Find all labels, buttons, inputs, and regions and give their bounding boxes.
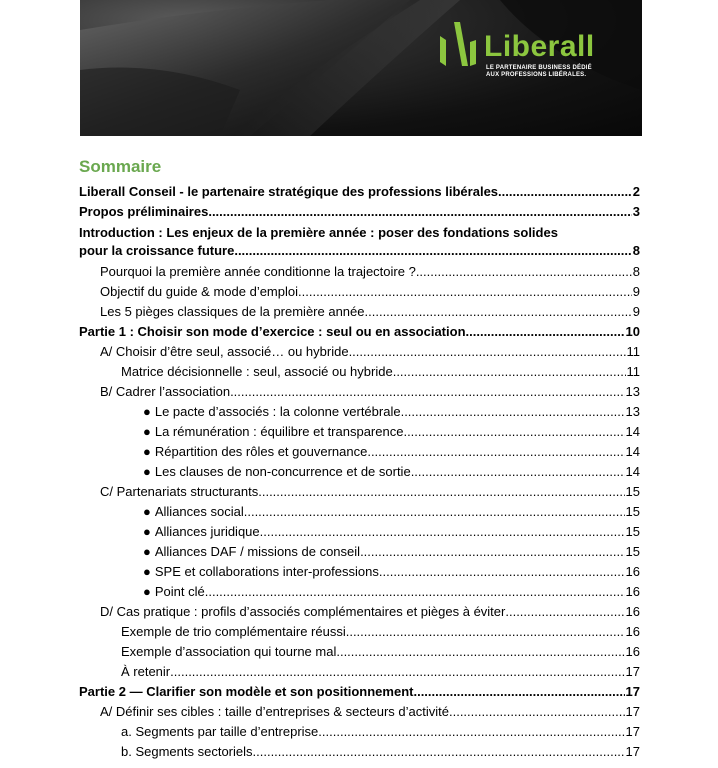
toc-entry-definir-cibles[interactable]: A/ Définir ses cibles : taille d’entreprises & secteurs d’activité ..... 17: [79, 702, 640, 722]
liberall-logo-mark-icon: [432, 20, 482, 80]
toc-entry-pieges-classiques[interactable]: Les 5 pièges classiques de la première année ..... 9: [79, 302, 640, 322]
toc-entry-remuneration[interactable]: ● La rémunération : équilibre et transparence ..... 14: [79, 422, 640, 442]
bullet-icon: ●: [143, 404, 151, 419]
toc-entry-segments-taille[interactable]: a. Segments par taille d’entreprise ..... 17: [79, 722, 640, 742]
bullet-icon: ●: [143, 424, 151, 439]
toc-entry-partie-2[interactable]: Partie 2 — Clarifier son modèle et son positionnement ..... 17: [79, 682, 640, 702]
toc-entry-partenariats-structurants[interactable]: C/ Partenariats structurants ..... 15: [79, 482, 640, 502]
toc-entry-alliances-social[interactable]: ● Alliances social ..... 15: [79, 502, 640, 522]
bullet-icon: ●: [143, 444, 151, 459]
toc-entry-spe-collaborations[interactable]: ● SPE et collaborations inter-professions ..... 16: [79, 562, 640, 582]
toc-entry-propos-preliminaires[interactable]: Propos préliminaires ..... 3: [79, 202, 640, 222]
toc-entry-liberall-conseil[interactable]: Liberall Conseil - le partenaire stratégique des professions libérales ..... 2: [79, 182, 640, 202]
brand-tagline-line-1: LE PARTENAIRE BUSINESS DÉDIÉ: [486, 65, 592, 71]
bullet-icon: ●: [143, 464, 151, 479]
toc-entry-introduction[interactable]: Introduction : Les enjeux de la première année : poser des fondations solides pour la croissance future ..... 8: [79, 224, 640, 260]
toc-title: Sommaire: [79, 157, 162, 176]
brand-tagline: [486, 65, 592, 79]
toc-entry-repartition-roles[interactable]: ● Répartition des rôles et gouvernance ..... 14: [79, 442, 640, 462]
toc-entry-matrice-decisionnelle[interactable]: Matrice décisionnelle : seul, associé ou hybride ..... 11: [79, 362, 640, 382]
toc-entry-a-retenir[interactable]: À retenir ..... 17: [79, 662, 640, 682]
table-of-contents: [79, 182, 640, 762]
bullet-icon: ●: [143, 584, 151, 599]
liberall-logo: [432, 20, 632, 90]
toc-entry-partie-1[interactable]: Partie 1 : Choisir son mode d’exercice : seul ou en association ..... 10: [79, 322, 640, 342]
brand-tagline-line-2: AUX PROFESSIONS LIBÉRALES.: [486, 72, 587, 78]
toc-entry-association-tourne-mal[interactable]: Exemple d’association qui tourne mal ..... 16: [79, 642, 640, 662]
toc-entry-segments-sectoriels[interactable]: b. Segments sectoriels ..... 17: [79, 742, 640, 762]
toc-entry-objectif-guide[interactable]: Objectif du guide & mode d’emploi ..... 9: [79, 282, 640, 302]
toc-entry-alliances-juridique[interactable]: ● Alliances juridique ..... 15: [79, 522, 640, 542]
toc-entry-alliances-daf[interactable]: ● Alliances DAF / missions de conseil ..... 15: [79, 542, 640, 562]
bullet-icon: ●: [143, 524, 151, 539]
toc-entry-choisir-seul-associe[interactable]: A/ Choisir d’être seul, associé… ou hybride ..... 11: [79, 342, 640, 362]
toc-entry-point-cle[interactable]: ● Point clé ..... 16: [79, 582, 640, 602]
bullet-icon: ●: [143, 544, 151, 559]
toc-entry-clauses-non-concurrence[interactable]: ● Les clauses de non-concurrence et de sortie ..... 14: [79, 462, 640, 482]
toc-entry-cas-pratique[interactable]: D/ Cas pratique : profils d’associés complémentaires et pièges à éviter ..... 16: [79, 602, 640, 622]
toc-entry-trio-complementaire[interactable]: Exemple de trio complémentaire réussi ..... 16: [79, 622, 640, 642]
toc-entry-pacte-associes[interactable]: ● Le pacte d’associés : la colonne vertébrale ..... 13: [79, 402, 640, 422]
bullet-icon: ●: [143, 504, 151, 519]
toc-entry-premiere-annee[interactable]: Pourquoi la première année conditionne la trajectoire ? ..... 8: [79, 262, 640, 282]
toc-entry-cadrer-association[interactable]: B/ Cadrer l’association ..... 13: [79, 382, 640, 402]
cover-banner: [80, 0, 642, 136]
brand-name: Liberall: [484, 30, 595, 63]
bullet-icon: ●: [143, 564, 151, 579]
